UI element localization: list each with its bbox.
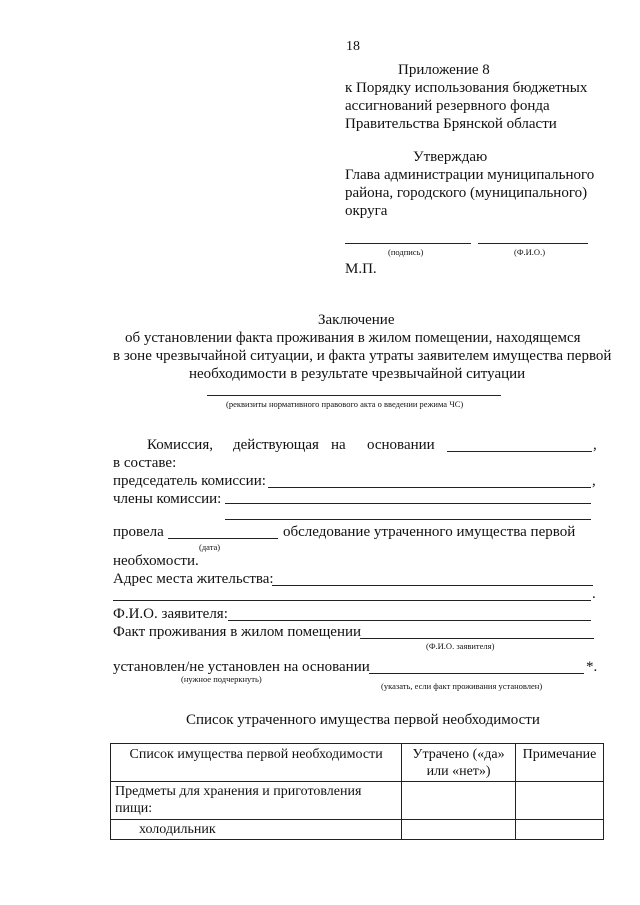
table-cell: холодильник xyxy=(111,820,402,840)
appendix-line: ассигнований резервного фонда xyxy=(345,98,550,114)
comma: , xyxy=(593,437,597,453)
in-composition-label: в составе: xyxy=(113,455,177,471)
date-caption: (дата) xyxy=(199,542,221,552)
residence-fact-label: Факт проживания в жилом помещении xyxy=(113,624,362,640)
conducted-label: провела xyxy=(113,524,164,540)
table-row xyxy=(111,820,604,840)
applicant-line xyxy=(228,620,591,621)
title-line: необходимости в результате чрезвычайной ситуации xyxy=(189,366,526,382)
established-label: установлен/не установлен на основании xyxy=(113,659,370,675)
appendix-line: к Порядку использования бюджетных xyxy=(345,80,588,96)
act-caption: (реквизиты нормативного правового акта о введении режима ЧС) xyxy=(226,399,464,409)
signature-caption: (подпись) xyxy=(388,247,424,257)
specify-caption: (указать, если факт проживания установлен) xyxy=(381,681,543,691)
table-cell: Предметы для хранения и приготовления пищи: xyxy=(111,782,402,820)
document-title: Заключение xyxy=(318,312,395,328)
table-header-cell: Утрачено («да» или «нет») xyxy=(402,744,516,782)
table-cell xyxy=(516,820,604,840)
address-line xyxy=(272,585,593,586)
comma: , xyxy=(592,473,596,489)
signature-line xyxy=(345,243,471,244)
table-cell xyxy=(516,782,604,820)
table-header-cell: Примечание xyxy=(516,744,604,782)
stamp-label: М.П. xyxy=(345,261,377,277)
members-label: члены комиссии: xyxy=(113,491,222,507)
table-header-cell: Список имущества первой необходимости xyxy=(111,744,402,782)
lost-property-table xyxy=(110,743,604,840)
name-line xyxy=(478,243,588,244)
commission-word: на xyxy=(331,437,346,453)
conducted-text: обследование утраченного имущества первой xyxy=(283,524,576,540)
approval-line: округа xyxy=(345,203,388,219)
name-caption: (Ф.И.О.) xyxy=(514,247,546,257)
list-title: Список утраченного имущества первой необходимости xyxy=(186,712,540,728)
commission-word: Комиссия, xyxy=(147,437,213,453)
members-line xyxy=(225,519,591,520)
table-cell xyxy=(402,820,516,840)
title-line: об установлении факта проживания в жилом помещении, находящемся xyxy=(125,330,581,346)
address-line xyxy=(113,600,591,601)
title-line: в зоне чрезвычайной ситуации, и факта утраты заявителем имущества первой xyxy=(113,348,612,364)
established-line xyxy=(369,673,584,674)
table-cell xyxy=(402,782,516,820)
chairman-label: председатель комиссии: xyxy=(113,473,266,489)
underline-caption: (нужное подчеркнуть) xyxy=(181,674,262,684)
basis-line xyxy=(447,451,592,452)
residence-fact-line xyxy=(360,638,594,639)
applicant-label: Ф.И.О. заявителя: xyxy=(113,606,228,622)
applicant-caption: (Ф.И.О. заявителя) xyxy=(426,641,495,651)
table-header-row xyxy=(111,744,604,782)
approval-heading: Утверждаю xyxy=(413,149,488,165)
approval-line: района, городского (муниципального) xyxy=(345,185,588,201)
necessity-text: необхомости. xyxy=(113,553,199,569)
chairman-line xyxy=(268,487,591,488)
page-number: 18 xyxy=(346,39,360,54)
table-row xyxy=(111,782,604,820)
members-line xyxy=(225,503,591,504)
date-line xyxy=(168,538,278,539)
appendix-title: Приложение 8 xyxy=(398,62,490,78)
asterisk: *. xyxy=(586,659,598,675)
approval-line: Глава администрации муниципального xyxy=(345,167,595,183)
appendix-line: Правительства Брянской области xyxy=(345,116,557,132)
address-label: Адрес места жительства: xyxy=(113,571,274,587)
period: . xyxy=(592,586,596,602)
commission-word: основании xyxy=(367,437,435,453)
act-line xyxy=(207,395,501,396)
commission-word: действующая xyxy=(233,437,319,453)
